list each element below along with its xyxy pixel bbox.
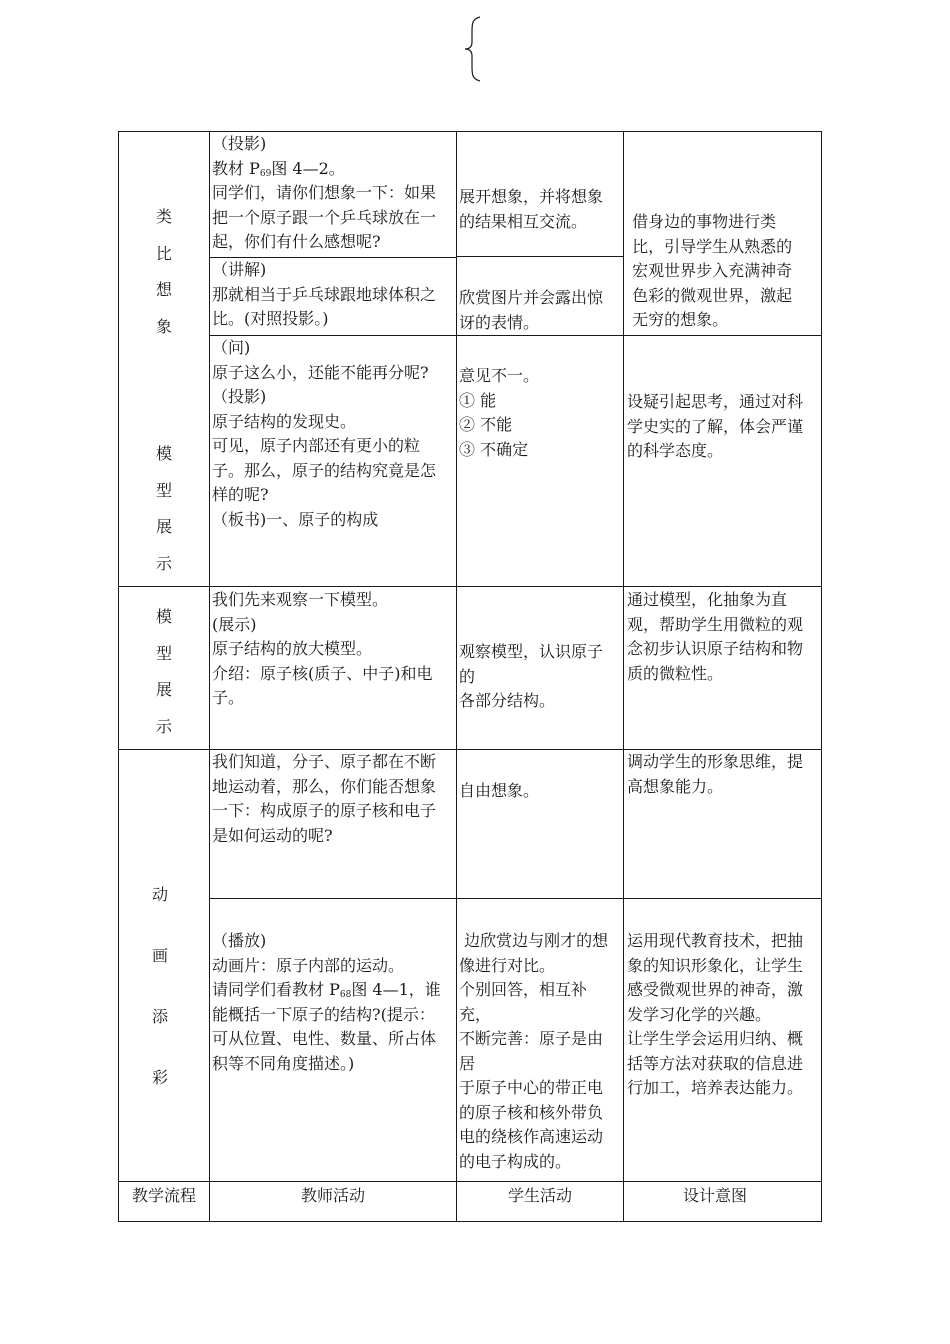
text-line: 图 4—2。 — [271, 158, 345, 178]
design-intent-cell: 调动学生的形象思维，提 高想象能力。 — [627, 752, 804, 796]
design-intent-cell: 设疑引起思考，通过对科 学史实的了解，体会严谨 的科学态度。 — [627, 392, 804, 460]
stage-char: 型 — [155, 480, 172, 500]
page-subscript: 69 — [259, 168, 272, 179]
text-line: 请同学们看教材 — [212, 980, 325, 999]
column-divider — [209, 131, 210, 1222]
text-line: 能概括一下原子的结构?(提示： — [212, 1004, 435, 1024]
text-line: 积等不同角度描述。) — [212, 1053, 355, 1073]
student-activity-cell: 欣赏图片并会露出惊 讶的表情。 — [459, 288, 604, 332]
page-subscript: 68 — [339, 990, 352, 1000]
text-line: （投影) — [212, 134, 267, 153]
table-border-left — [118, 131, 119, 1222]
stage-char: 类 — [155, 207, 172, 226]
header-design-intent: 设计意图 — [682, 1186, 747, 1205]
stage-model-show — [124, 436, 204, 582]
column-divider — [456, 131, 457, 1222]
teacher-activity-cell: 我们先来观察一下模型。 (展示) 原子结构的放大模型。 介绍：原子核(质子、中子)和电 子。 — [212, 590, 433, 707]
stage-char: 示 — [155, 716, 172, 736]
teacher-activity-cell: （讲解) 那就相当于乒乓球跟地球体积之 比。(对照投影。) — [212, 260, 437, 328]
text-line: 把一个原子跟一个乒乓球放在一 — [212, 207, 437, 227]
row-divider — [210, 898, 822, 899]
text-line: P — [249, 158, 260, 178]
stage-animation — [120, 864, 200, 1108]
teacher-activity-cell: （问) 原子这么小，还能不能再分呢? （投影) 原子结构的发现史。 可见，原子内部还有更小的粒 子。那么，原子的结构究竟是怎 样的呢? （板书)一、原子的构成 — [212, 338, 437, 529]
teacher-activity-cell — [212, 132, 456, 255]
table-border-right — [821, 131, 822, 1222]
lesson-plan-table — [118, 131, 822, 1222]
stage-char: 展 — [155, 680, 172, 699]
stage-analogy — [124, 199, 204, 345]
column-divider — [623, 131, 624, 1222]
text-line: 起，你们有什么感想呢? — [212, 232, 381, 251]
student-activity-cell: 观察模型，认识原子 的 各部分结构。 — [459, 642, 604, 710]
header-student-activity: 学生活动 — [507, 1186, 572, 1205]
table-border-bottom — [118, 1221, 822, 1222]
student-activity-cell: 边欣赏边与刚才的想 像进行对比。 个别回答，相互补 充， 不断完善：原子是由 居 于原子中心的带正电 的原子核和核外带负 电的绕核作高速运动 的电子构成的。 — [459, 931, 609, 1171]
text-line: （播放) — [212, 931, 267, 950]
stage-char: 象 — [155, 316, 172, 336]
stage-char: 想 — [155, 280, 172, 299]
header-teacher-activity: 教师活动 — [300, 1186, 365, 1205]
row-divider — [457, 256, 623, 257]
design-intent-cell: 运用现代教育技术，把抽 象的知识形象化，让学生 感受微观世界的神奇，激 发学习化学的兴趣。 让学生学会运用归纳、概 括等方法对获取的信息进 行加工，培养表达能力。 — [627, 931, 804, 1097]
row-divider — [118, 586, 822, 587]
stage-char: 展 — [155, 517, 172, 536]
stage-char: 示 — [155, 553, 172, 573]
stage-char: 模 — [155, 607, 172, 626]
teacher-activity-cell: 我们知道，分子、原子都在不断 地运动着，那么，你们能否想象 一下：构成原子的原子核和电子 是如何运动的呢? — [212, 752, 437, 845]
stage-model-show-2 — [124, 599, 204, 745]
stage-char: 模 — [155, 444, 172, 463]
row-divider — [118, 1181, 822, 1182]
stage-char: 型 — [155, 643, 172, 663]
text-line: 动画片：原子内部的运动。 — [212, 955, 405, 975]
teacher-activity-cell — [212, 929, 456, 1076]
stage-char: 比 — [155, 243, 172, 263]
stage-char: 画 — [151, 946, 168, 965]
student-activity-cell: 展开想象，并将想象 的结果相互交流。 — [459, 187, 604, 231]
text-line: 图 4—1，谁 — [351, 980, 441, 999]
student-activity-cell: 意见不一。 ① 能 ② 不能 ③ 不确定 — [459, 366, 540, 459]
text-line: 同学们，请你们想象一下：如果 — [212, 183, 437, 202]
header-teaching-flow: 教学流程 — [131, 1186, 196, 1205]
text-line: P — [329, 980, 340, 999]
student-activity-cell: 自由想象。 — [459, 781, 540, 800]
curly-brace-mark — [462, 16, 484, 82]
stage-char: 添 — [151, 1007, 168, 1026]
text-line: 可从位置、电性、数量、所占体 — [212, 1029, 437, 1048]
stage-char: 动 — [151, 885, 168, 904]
design-intent-cell: 通过模型，化抽象为直 观，帮助学生用微粒的观 念初步认识原子结构和物 质的微粒性。 — [627, 590, 804, 683]
stage-char: 彩 — [151, 1068, 168, 1087]
text-line: 教材 — [212, 158, 245, 178]
design-intent-cell: 借身边的事物进行类 比，引导学生从熟悉的 宏观世界步入充满神奇 色彩的微观世界，激起 无穷的想象。 — [632, 212, 793, 329]
